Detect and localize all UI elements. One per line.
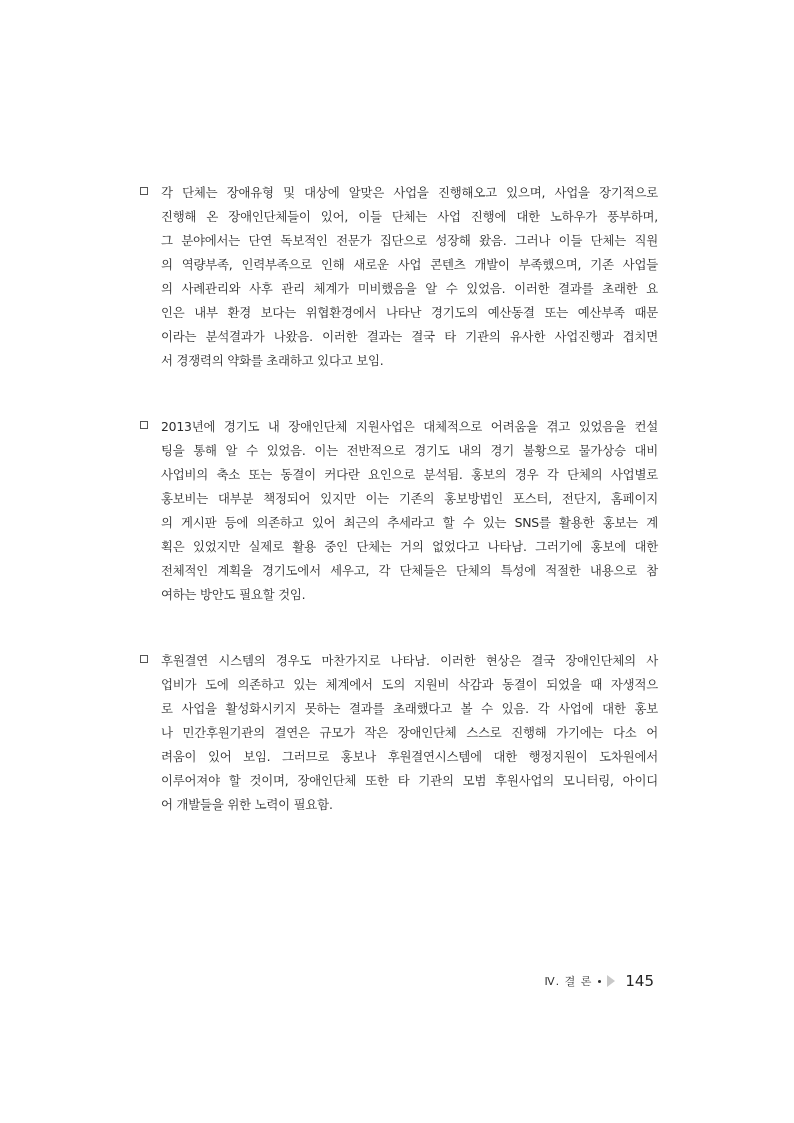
text-line: 그 분야에서는 단연 독보적인 전문가 집단으로 성장해 왔음. 그러나 이들 단체는 직원 — [161, 233, 658, 248]
text-line: 의 게시판 등에 의존하고 있어 최근의 추세라고 할 수 있는 SNS를 활용한 홍보는 계 — [161, 515, 658, 530]
text-line: 각 단체는 장애유형 및 대상에 알맞은 사업을 진행해오고 있으며, 사업을 장기적으로 — [161, 185, 658, 200]
paragraph-1 — [140, 181, 658, 373]
text-line: 나 민간후원기관의 결연은 규모가 작은 장애인단체 스스로 진행해 가기에는 다소 어 — [161, 725, 658, 740]
text-line: 이루어져야 할 것이며, 장애인단체 또한 타 기관의 모범 후원사업의 모니터링, 아이디 — [161, 773, 658, 788]
square-bullet-icon — [140, 655, 148, 663]
text-line: 서 경쟁력의 약화를 초래하고 있다고 보임. — [161, 353, 384, 368]
text-line: 의 사례관리와 사후 관리 체계가 미비했음을 알 수 있었음. 이러한 결과를 초래한 요 — [161, 281, 658, 296]
text-line: 2013년에 경기도 내 장애인단체 지원사업은 대체적으로 어려움을 겪고 있었음을 컨설 — [161, 419, 658, 434]
text-line: 진행해 온 장애인단체들이 있어, 이들 단체는 사업 진행에 대한 노하우가 풍부하며, — [161, 209, 658, 224]
text-line: 획은 있었지만 실제로 활용 중인 단체는 거의 없었다고 나타남. 그러기에 홍보에 대한 — [161, 539, 658, 554]
text-line: 팅을 통해 알 수 있었음. 이는 전반적으로 경기도 내의 경기 불황으로 물가상승 대비 — [161, 443, 658, 458]
text-line: 로 사업을 활성화시키지 못하는 결과를 초래했다고 볼 수 있음. 각 사업에 대한 홍보 — [161, 701, 658, 716]
arrow-right-icon — [607, 975, 615, 987]
text-line: 인은 내부 환경 보다는 위협환경에서 나타난 경기도의 예산동결 또는 예산부족 때문 — [161, 305, 658, 320]
paragraph-3 — [140, 649, 658, 817]
section-label: Ⅳ. 결 론 — [544, 975, 593, 988]
page-footer — [544, 972, 654, 990]
text-line: 여하는 방안도 필요할 것임. — [161, 587, 306, 602]
text-line: 어 개발들을 위한 노력이 필요함. — [161, 797, 333, 812]
text-line: 홍보비는 대부분 책정되어 있지만 이는 기존의 홍보방법인 포스터, 전단지, 홈페이지 — [161, 491, 658, 506]
dot-icon — [598, 980, 601, 983]
text-line: 사업비의 축소 또는 동결이 커다란 요인으로 분석됨. 홍보의 경우 각 단체의 사업별로 — [161, 467, 658, 482]
text-line: 후원결연 시스템의 경우도 마찬가지로 나타남. 이러한 현상은 결국 장애인단체의 사 — [161, 653, 658, 668]
text-line: 전체적인 계획을 경기도에서 세우고, 각 단체들은 단체의 특성에 적절한 내용으로 참 — [161, 563, 658, 578]
square-bullet-icon — [140, 187, 148, 195]
paragraph-2 — [140, 415, 658, 607]
square-bullet-icon — [140, 421, 148, 429]
document-body — [140, 181, 658, 859]
text-line: 이라는 분석결과가 나왔음. 이러한 결과는 결국 타 기관의 유사한 사업진행과 겹치면 — [161, 329, 658, 344]
page-number: 145 — [625, 972, 654, 990]
text-line: 려움이 있어 보임. 그러므로 홍보나 후원결연시스템에 대한 행정지원이 도차원에서 — [161, 749, 658, 764]
text-line: 의 역량부족, 인력부족으로 인해 새로운 사업 콘텐츠 개발이 부족했으며, 기존 사업들 — [161, 257, 658, 272]
text-line: 업비가 도에 의존하고 있는 체계에서 도의 지원비 삭감과 동결이 되었을 때 자생적으 — [161, 677, 658, 692]
